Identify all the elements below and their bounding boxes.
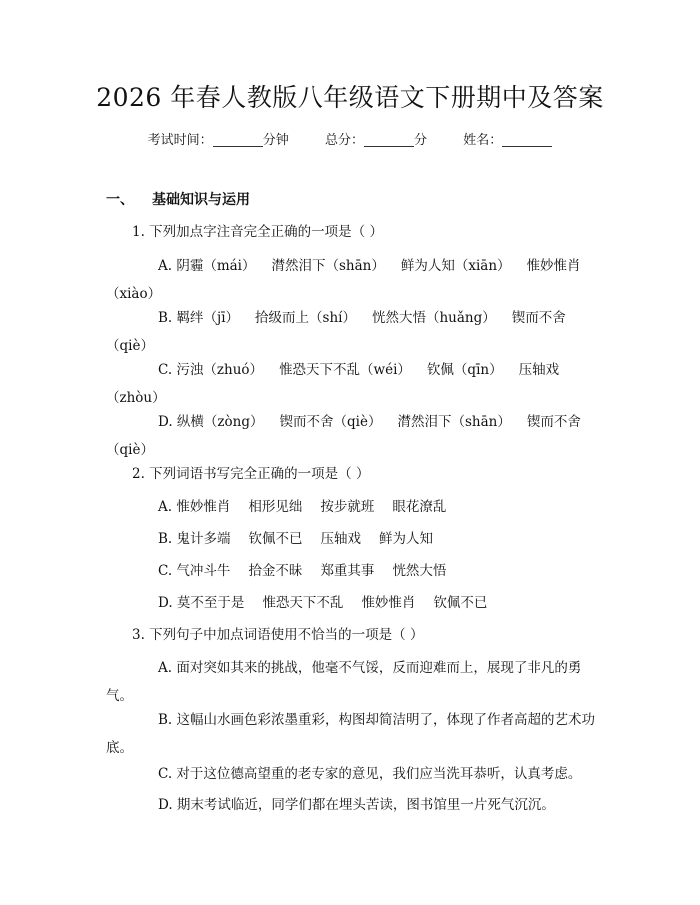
option-term: 恍然大悟（huǎng） [371, 310, 496, 326]
question-3-option-b: B. 这幅山水画色彩浓墨重彩，构图却简洁明了，体现了作者高超的艺术功底。 [106, 712, 596, 756]
question-2-option-c [158, 561, 446, 581]
option-word: 眼花潦乱 [392, 499, 447, 515]
exam-time-blank [213, 132, 263, 147]
question-2-stem: 2. 下列词语书写完全正确的一项是（ ） [132, 466, 370, 482]
option-term: 压轴戏（zhòu） [106, 362, 560, 406]
total-score-unit: 分 [414, 133, 428, 148]
question-1-option-c [106, 356, 606, 412]
section-number: 一、 [106, 192, 134, 208]
question-1-stem: 1. 下列加点字注音完全正确的一项是（ ） [132, 224, 383, 240]
question-3-option-c: C. 对于这位德高望重的老专家的意见，我们应当洗耳恭听，认真考虑。 [158, 766, 582, 782]
option-term: 惟恐天下不乱（wéi） [279, 362, 411, 378]
name-label: 姓名： [463, 133, 503, 148]
question-1-option-b [106, 304, 606, 360]
question-3-option-d: D. 期末考试临近，同学们都在埋头苦读，图书馆里一片死气沉沉。 [158, 797, 555, 813]
option-term: 潸然泪下（shān） [271, 258, 385, 274]
option-term: 锲而不舍（qiè） [279, 414, 382, 430]
question-3-stem: 3. 下列句子中加点词语使用不恰当的一项是（ ） [132, 627, 424, 643]
question-2-option-b [158, 529, 433, 549]
option-term: 潸然泪下（shān） [397, 414, 511, 430]
question-1-option-d [106, 408, 606, 464]
option-word: 压轴戏 [320, 531, 362, 547]
option-term: C. 污浊（zhuó） [158, 362, 264, 378]
option-term: 锲而不舍（qiè） [106, 310, 566, 354]
question-2-option-a [158, 497, 446, 517]
option-term: 钦佩（qīn） [426, 362, 503, 378]
section-heading [106, 190, 250, 210]
option-word: 按步就班 [320, 499, 375, 515]
option-word: B. 鬼计多端 [158, 531, 231, 547]
option-term: D. 纵横（zòng） [158, 414, 264, 430]
option-word: A. 惟妙惟肖 [158, 499, 231, 515]
question-2-option-d [158, 593, 487, 613]
option-word: 鲜为人知 [379, 531, 434, 547]
total-score-label: 总分： [324, 133, 364, 148]
option-term: 锲而不舍（qiè） [106, 414, 581, 458]
option-word: D. 莫不至于是 [158, 595, 245, 611]
option-term: 拾级而上（shí） [255, 310, 356, 326]
section-title: 基础知识与运用 [152, 192, 250, 208]
option-word: 郑重其事 [320, 563, 375, 579]
option-term: B. 羁绊（jī） [158, 310, 240, 326]
option-term: 鲜为人知（xiān） [400, 258, 511, 274]
question-1-option-a [106, 252, 606, 308]
exam-time-unit: 分钟 [262, 133, 289, 148]
option-term: 惟妙惟肖（xiào） [106, 258, 581, 302]
total-score-blank [364, 132, 414, 147]
exam-meta [0, 131, 700, 151]
option-word: C. 气冲斗牛 [158, 563, 231, 579]
option-word: 惟妙惟肖 [361, 595, 416, 611]
option-word: 钦佩不已 [433, 595, 488, 611]
option-word: 钦佩不已 [248, 531, 303, 547]
option-word: 恍然大悟 [392, 563, 447, 579]
page-title: 2026 年春人教版八年级语文下册期中及答案 [96, 83, 604, 112]
option-word: 相形见绌 [248, 499, 303, 515]
option-term: A. 阴霾（mái） [158, 258, 256, 274]
exam-time-label: 考试时间： [147, 133, 213, 148]
name-blank [502, 132, 552, 147]
question-3-option-a: A. 面对突如其来的挑战，他毫不气馁，反而迎难而上，展现了非凡的勇气。 [106, 660, 582, 704]
option-word: 拾金不昧 [248, 563, 303, 579]
option-word: 惟恐天下不乱 [262, 595, 344, 611]
